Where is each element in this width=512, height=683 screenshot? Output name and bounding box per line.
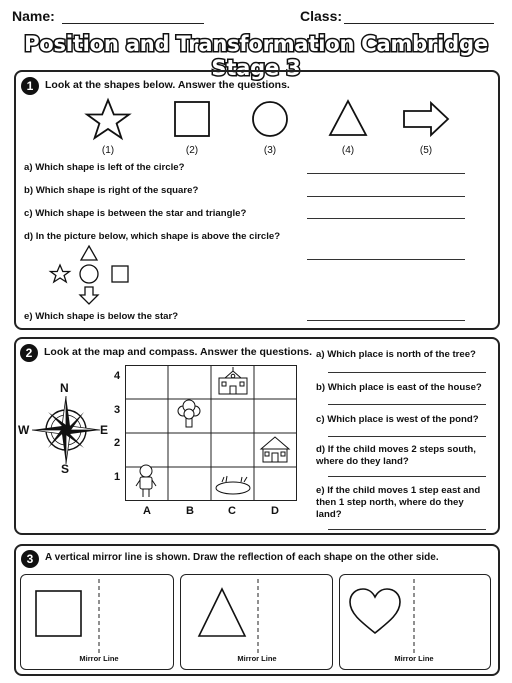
mirror-triangle-shape [199, 589, 245, 636]
small-square-shape [112, 266, 128, 282]
section-3-number: 3 [21, 550, 39, 568]
position-picture [40, 244, 140, 308]
section-2-number: 2 [20, 344, 38, 362]
compass-rose-icon [30, 394, 102, 466]
answer-line-2b[interactable] [328, 404, 486, 405]
shape-label-3: (3) [263, 145, 277, 156]
house-icon [261, 437, 289, 462]
question-1e: e) Which shape is below the star? [24, 311, 179, 322]
question-2c: c) Which place is west of the pond? [316, 414, 479, 425]
mirror-heart-shape [350, 589, 400, 633]
small-star-shape [51, 265, 70, 282]
square-shape [175, 102, 209, 136]
pond-icon [216, 476, 250, 494]
compass-south-label: S [61, 462, 70, 476]
grid-row-label-3: 3 [114, 404, 121, 416]
section-2-instruction: Look at the map and compass. Answer the questions. [44, 346, 312, 358]
class-label: Class: [300, 8, 343, 24]
section-1-number: 1 [21, 77, 39, 95]
class-field[interactable] [344, 23, 494, 24]
shapes-row [0, 90, 512, 150]
mirror-box-heart [339, 574, 491, 670]
compass-north-label: N [60, 381, 69, 395]
question-2d: d) If the child moves 2 steps south, where do they land? [316, 444, 476, 467]
question-2b: b) Which place is east of the house? [316, 382, 482, 393]
mirror-line-label-2: Mirror Line [237, 654, 277, 663]
mirror-line-label-1: Mirror Line [79, 654, 119, 663]
star-shape [87, 100, 129, 138]
small-down-arrow-shape [80, 287, 98, 304]
arrow-shape [404, 103, 448, 135]
page-title: Position and Transformation Cambridge Stage 3 [24, 32, 488, 80]
answer-line-1d[interactable] [307, 259, 465, 260]
shape-label-2: (2) [185, 145, 199, 156]
circle-shape [253, 102, 287, 136]
triangle-shape [330, 101, 366, 135]
shape-label-4: (4) [341, 145, 355, 156]
question-2e: e) If the child moves 1 step east and then 1 step north, where do they land? [316, 485, 481, 520]
small-triangle-shape [81, 246, 97, 260]
answer-line-2c[interactable] [328, 436, 486, 437]
grid-col-label-b: B [186, 505, 194, 517]
small-circle-shape [80, 265, 98, 283]
mirror-square-shape [36, 591, 81, 636]
question-1d: d) In the picture below, which shape is above the circle? [24, 231, 281, 242]
question-2a: a) Which place is north of the tree? [316, 349, 476, 360]
name-label: Name: [12, 8, 55, 24]
answer-line-1b[interactable] [307, 196, 465, 197]
grid-col-label-d: D [271, 505, 279, 517]
grid-col-label-a: A [143, 505, 151, 517]
mirror-box-triangle [180, 574, 333, 670]
question-1a: a) Which shape is left of the circle? [24, 162, 185, 173]
child-icon [136, 465, 156, 497]
answer-line-2d[interactable] [328, 476, 486, 477]
shape-label-5: (5) [419, 145, 433, 156]
school-icon [219, 367, 247, 394]
mirror-line-label-3: Mirror Line [394, 654, 434, 663]
grid-row-label-2: 2 [114, 437, 121, 449]
grid-col-label-c: C [228, 505, 236, 517]
answer-line-2e[interactable] [328, 529, 486, 530]
map-grid [125, 365, 297, 501]
answer-line-1c[interactable] [307, 218, 465, 219]
answer-line-1e[interactable] [307, 320, 465, 321]
tree-icon [178, 400, 200, 427]
compass-east-label: E [100, 423, 109, 437]
question-1c: c) Which shape is between the star and triangle? [24, 208, 247, 219]
answer-line-1a[interactable] [307, 173, 465, 174]
grid-row-label-4: 4 [114, 370, 121, 382]
compass-west-label: W [18, 423, 30, 437]
mirror-box-square [20, 574, 174, 670]
section-3-instruction: A vertical mirror line is shown. Draw the reflection of each shape on the other side. [45, 552, 439, 563]
question-1b: b) Which shape is right of the square? [24, 185, 199, 196]
answer-line-2a[interactable] [328, 372, 486, 373]
section-1-instruction: Look at the shapes below. Answer the questions. [45, 79, 290, 91]
shape-label-1: (1) [101, 145, 115, 156]
grid-row-label-1: 1 [114, 471, 121, 483]
name-field[interactable] [62, 23, 204, 24]
